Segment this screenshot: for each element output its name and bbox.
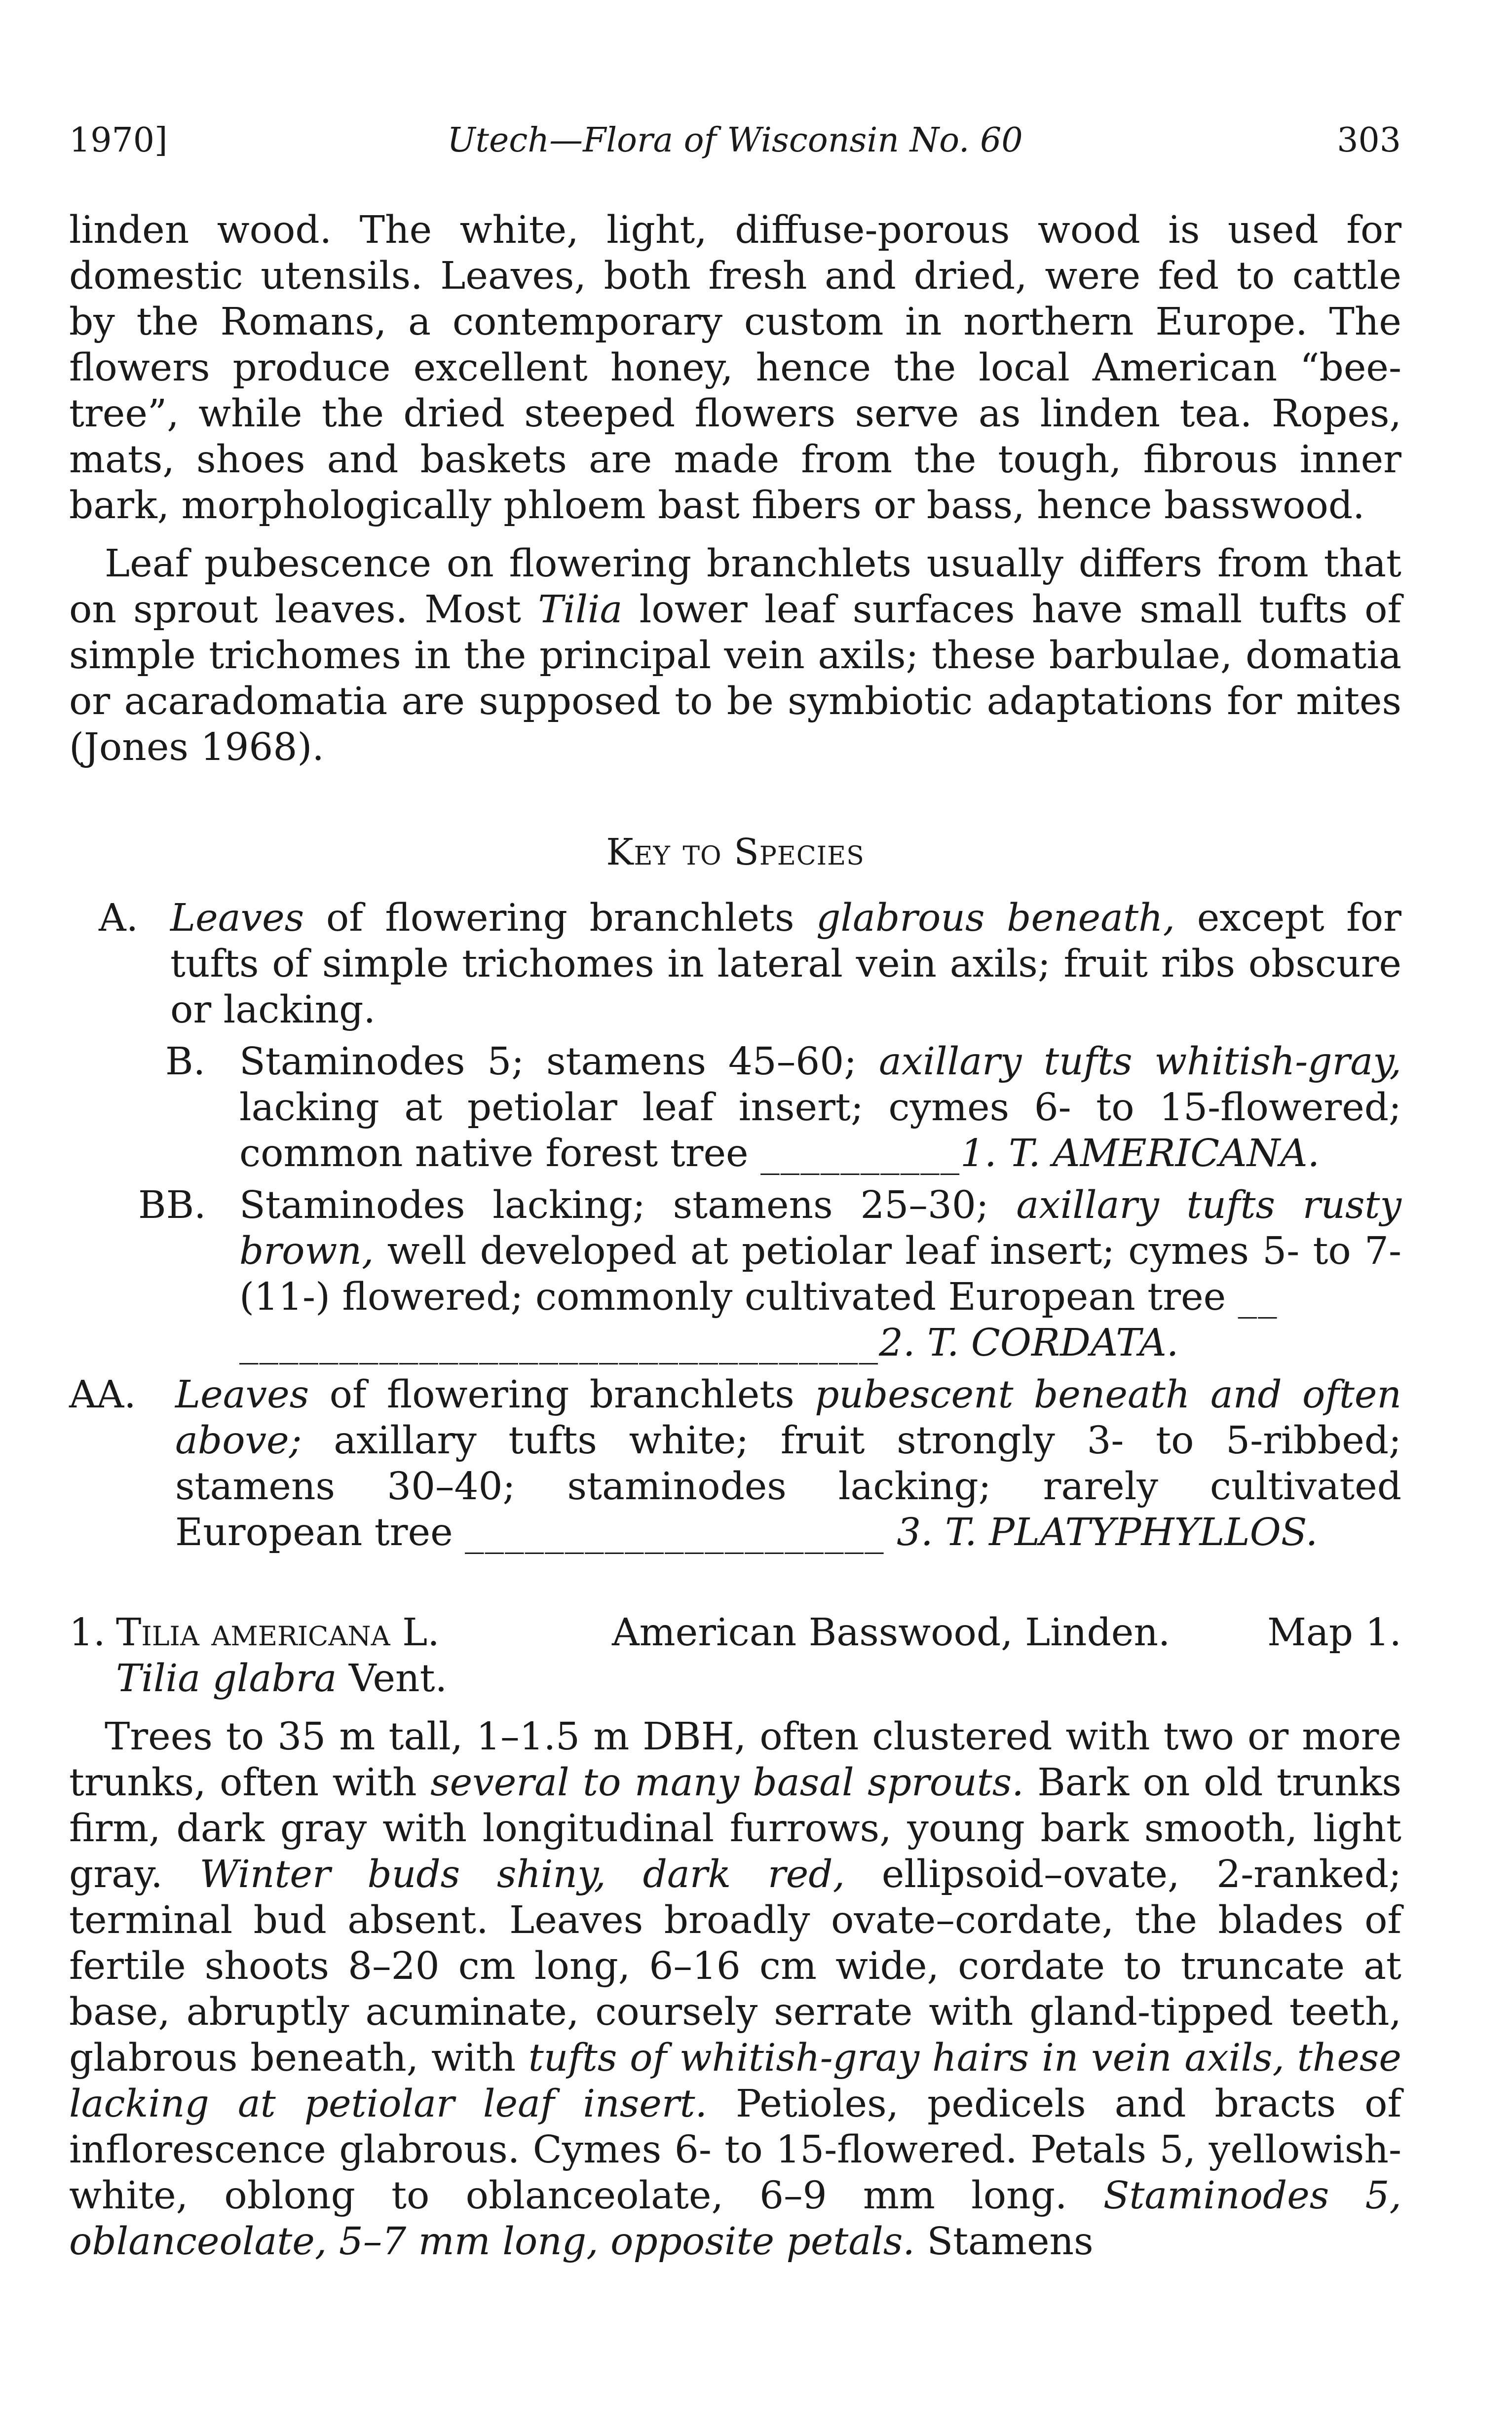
key-bb-leader-2: ________________________________ [239,1321,879,1365]
desc-text-1: Trees to 35 m tall, 1–1.5 m DBH, often clustered with two or more trunks, often with [69,1715,1401,1805]
species-number: 1. [69,1611,106,1655]
species-common-name: American Basswood, Linden. [612,1611,1171,1655]
para2-text-b: lower leaf surfaces have small tufts of simple trichomes in the principal vein axils; these barbulae, domatia or acaradomatia are supposed to be symbiotic adaptations for mites (Jones 1968). [69,588,1401,769]
key-a-italic-1: Leaves [170,896,304,940]
key-entry-b [69,1039,1401,1176]
desc-text-5: Stamens [914,2220,1094,2264]
key-bb-result: 2. T. CORDATA. [879,1321,1179,1365]
page-number: 303 [1337,121,1401,160]
key-a-text-2: except for tufts of simple trichomes in lateral vein axils; fruit ribs obscure or lacking. [170,896,1401,1032]
key-bb-text-1: Staminodes lacking; stamens 25–30; [239,1183,1017,1227]
key-a-text-1: of flowering branchlets [304,896,817,940]
desc-italic-2: Winter buds shiny, dark red, [199,1853,845,1896]
key-title: Key to Species [606,831,865,873]
intro-paragraph-1: linden wood. The white, light, diffuse-porous wood is used for domestic utensils. Leaves, both fresh and dried, were fed to cattle by the Romans, a contemporary custom in northern Europe. The flowers produce excellent honey, hence the local American “bee-tree”, while the dried steeped flowers serve as linden tea. Ropes, mats, shoes and baskets are made from the tough, fibrous inner bark, morphologically phloem bast fibers or bass, hence basswood. [69,208,1401,528]
key-entry-bb [69,1182,1401,1320]
key-b-leader: __________ [760,1132,961,1175]
key-bb-leader-1: __ [1238,1275,1278,1319]
volume-year: 1970] [69,121,168,160]
key-label-aa: AA. [69,1373,136,1417]
synonym-author: Vent. [337,1657,448,1701]
key-label-bb: BB. [138,1183,206,1227]
key-aa-italic-2: pubescent beneath and often above; [175,1373,1401,1463]
intro-paragraph-2 [69,541,1401,770]
key-aa-leader: _____________________ [465,1511,885,1554]
key-b-italic-1: axillary tufts whitish-gray, [878,1040,1401,1084]
desc-italic-3: tufts of whitish-gray hairs in vein axils, these lacking at petiolar leaf insert. [69,2036,1401,2126]
body-text [69,207,1401,2265]
species-synonym [69,1656,1401,1702]
para2-text-a: Leaf pubescence on flowering branchlets usually differs from that on sprout leaves. Most [69,542,1401,632]
species-heading [69,1610,1401,1702]
species-description [69,1714,1401,2265]
desc-italic-1: several to many basal sprouts. [430,1761,1024,1805]
running-header [69,114,1401,168]
desc-italic-4: Staminodes 5, oblanceolate, 5–7 mm long, opposite petals. [69,2174,1401,2264]
desc-text-2: Bark on old trunks firm, dark gray with longitudinal furrows, young bark smooth, light gray. [69,1761,1401,1896]
key-b-result: 1. T. AMERICANA. [960,1132,1320,1175]
key-label-a: A. [99,896,139,940]
key-aa-italic-1: Leaves [175,1373,309,1417]
species-map-ref: Map 1. [1267,1611,1401,1655]
key-b-text-1: Staminodes 5; stamens 45–60; [239,1040,879,1084]
key-label-b: B. [165,1040,206,1084]
key-bb-text-2: well developed at petiolar leaf insert; cymes 5- to 7- (11-) flowered; commonly cultivated European tree [239,1229,1401,1319]
key-entry-aa [69,1372,1401,1555]
key-b-text-2: lacking at petiolar leaf insert; cymes 6- to 15-flowered; common native forest tree [239,1086,1401,1175]
key-bb-italic-1: axillary tufts rusty brown, [239,1183,1401,1273]
key-aa-text-1: of flowering branchlets [309,1373,815,1417]
species-author: L. [390,1611,440,1655]
key-aa-text-2: axillary tufts white; fruit strongly 3- to 5-ribbed; stamens 30–40; staminodes lacking; rarely cultivated European tree [175,1419,1401,1554]
key-a-italic-2: glabrous beneath, [816,896,1175,940]
species-name [116,1610,440,1656]
species-binomial: Tilia americana [116,1611,390,1655]
synonym-name: Tilia glabra [116,1657,337,1701]
para2-genus: Tilia [538,588,623,632]
species-heading-row [69,1610,1401,1656]
running-title: Utech—Flora of Wisconsin No. 60 [447,121,1023,160]
desc-text-3: ellipsoid–ovate, 2-ranked; terminal bud absent. Leaves broadly ovate–cordate, the blades of fertile shoots 8–20 cm long, 6–16 cm wide, cordate to truncate at base, abruptly acuminate, coursely serrate with gland-tipped teeth, glabrous beneath, with [69,1853,1401,2080]
key-entry-a [69,895,1401,1033]
key-aa-result: 3. T. PLATYPHYLLOS. [897,1511,1318,1554]
key-entry-bb-result-line [69,1320,1401,1366]
desc-text-4: Petioles, pedicels and bracts of inflorescence glabrous. Cymes 6- to 15-flowered. Petals 5, yellowish-white, oblong to oblanceolate, 6–9 mm long. [69,2082,1401,2218]
